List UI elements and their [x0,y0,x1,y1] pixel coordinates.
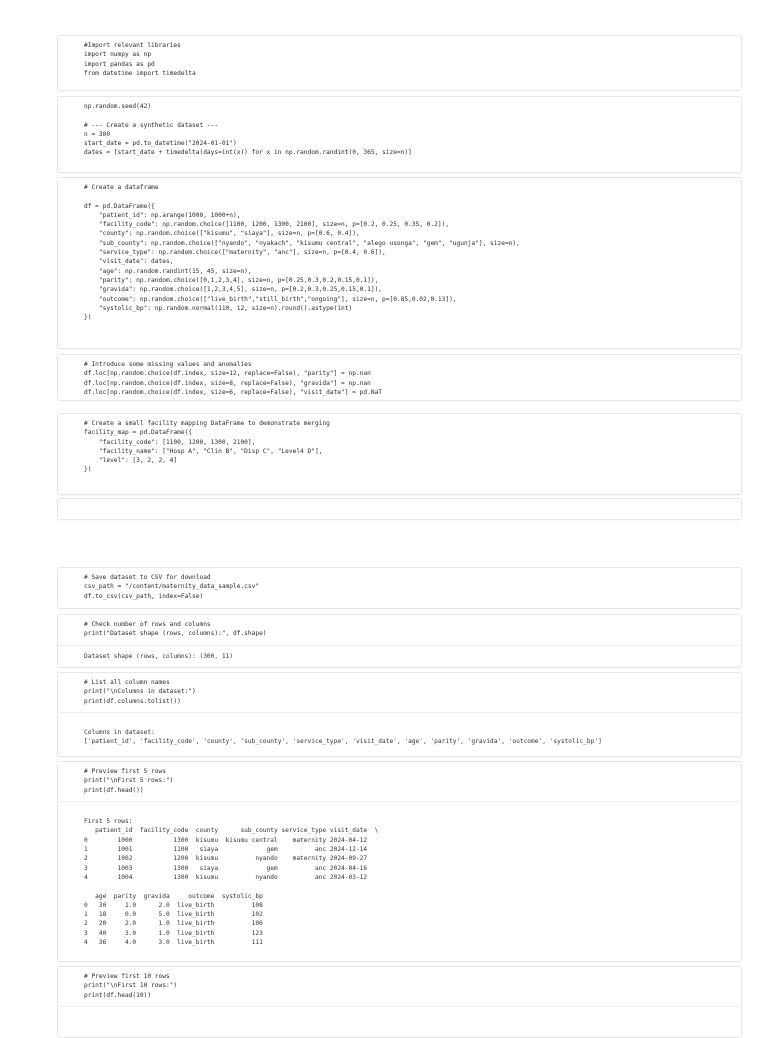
code-cell-create-dataframe[interactable] [57,177,742,349]
cell-source[interactable]: # Introduce some missing values and anomalies df.loc[np.random.choice(df.index, size=12, replace=False), "parity"] = np.nan df.loc[np.random.choice(df.index, size=8, replace=False), "gravida"] = np.nan df.loc[np.random.choice(df.index, size=6, replace=False), "visit_date"] = pd.NaT [84,361,383,396]
cell-source[interactable]: # Preview first 5 rows print("\nFirst 5 rows:") print(df.head()) [84,768,174,794]
code-cell-save-csv[interactable] [57,567,742,609]
code-cell-imports[interactable] [57,35,742,91]
cell-output [58,1006,741,1020]
code-cell-check-shape[interactable] [57,614,742,668]
cell-output: Columns in dataset: ['patient_id', 'facility_code', 'county', 'sub_county', 'service_type', 'visit_date', 'age', 'parity', 'gravida', 'outcome', 'systolic_bp'] [58,712,741,754]
cell-source[interactable]: # Save dataset to CSV for download csv_path = "/content/maternity_data_sample.csv" df.to_csv(csv_path, index=False) [84,574,260,600]
code-cell-head-5[interactable] [57,761,742,962]
cell-source[interactable]: np.random.seed(42) # --- Create a synthetic dataset --- n = 300 start_date = pd.to_datetime("2024-01-01") dates = [start_date + timedelta(days=int(x)) for x in np.random.randint(0, 365, size=n)] [84,103,412,157]
code-cell-missing-values[interactable] [57,354,742,401]
cell-source[interactable]: # Create a dataframe df = pd.DataFrame({ "patient_id": np.arange(1000, 1000+n), "facility_code": np.random.choice([1100, 1200, 1300, 2100], size=n, p=[0.2, 0.25, 0.35, 0.2]), "county": np.random.choice(["kisumu", "siaya"], size=n, p=[0.6, 0.4]), "sub_county": np.random.choice(["nyando", "nyakach", "kisumu central", "alego usonga", "gem", "ugunja"], size=n), "service_type": np.random.choice(["maternity", "anc"], size=n, p=[0.4, 0.6]), "visit_date": dates, "age": np.random.randint(15, 45, size=n), "parity": np.random.choice([0,1,2,3,4], size=n, p=[0.25,0.3,0.2,0.15,0.1]), "gravida": np.random.choice([1,2,3,4,5], size=n, p=[0.2,0.3,0.25,0.15,0.1]), "outcome": np.random.choice(["live_birth","still_birth","ongoing"], size=n, p=[0.85,0.02,0.13]), "systolic_bp": np.random.normal(110, 12, size=n).round().astype(int) }) [84,184,520,322]
code-cell-column-names[interactable] [57,672,742,757]
code-cell-empty[interactable] [57,498,742,520]
cell-output: Dataset shape (rows, columns): (300, 11) [58,645,741,668]
code-cell-facility-map[interactable] [57,413,742,495]
cell-source[interactable]: # Check number of rows and columns print("Dataset shape (rows, columns):", df.shape) [84,621,267,638]
cell-source[interactable]: #Import relevant libraries import numpy as np import pandas as pd from datetime import timedelta [84,42,196,77]
cell-source[interactable]: # Preview first 10 rows print("\nFirst 10 rows:") print(df.head(10)) [84,973,178,999]
cell-source[interactable] [58,499,741,510]
cell-source[interactable]: # Create a small facility mapping DataFrame to demonstrate merging facility_map = pd.DataFrame({ "facility_code": [1100, 1200, 1300, 2100], "facility_name": ["Hosp A", "Clin B", "Disp C", "Level4 D"], "level": [3, 2, 2, 4] }) [84,420,330,474]
cell-source[interactable]: # List all column names print("\nColumns in dataset:") print(df.columns.tolist()) [84,679,196,705]
code-cell-dataset-setup[interactable] [57,96,742,173]
code-cell-head-10[interactable] [57,966,742,1038]
cell-output: First 5 rows: patient_id facility_code county sub_county service_type visit_date \ 0 1000 1300 kisumu kisumu central maternity 2024-04-12 1 1001 1100 siaya gem anc 2024-12-14 2 1002 1200 kisumu nyando maternity 2024-09-27 3 1003 1300 siaya gem anc 2024-04-16 4 1004 1300 kisumu nyando anc 2024-03-12 age parity gravida outcome systolic_bp 0 30 1.0 2.0 live_birth 108 1 18 0.0 5.0 live_birth 102 2 20 2.0 1.0 live_birth 106 3 40 3.0 1.0 live_birth 123 4 36 4.0 3.0 live_birth 111 [58,801,741,954]
